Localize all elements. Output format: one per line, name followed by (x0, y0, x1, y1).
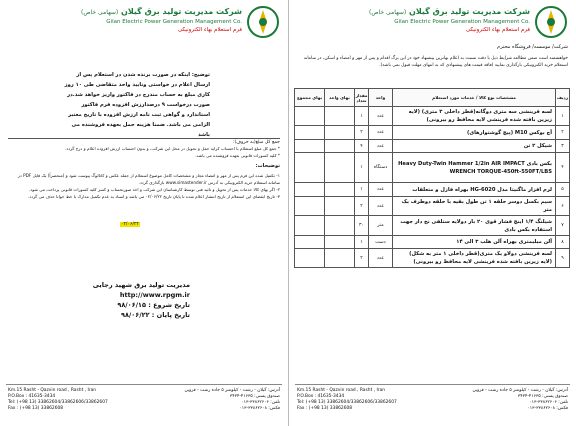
form-subtitle: فرم استعلام بهاء الکترونیکی (177, 27, 242, 33)
item-unit-price[interactable] (325, 126, 355, 140)
form-subtitle: فرم استعلام بهاء الکترونیکی (465, 27, 530, 33)
table-header-row (295, 89, 570, 107)
col-unit-price: بهای واحد (325, 89, 355, 107)
item-description: لسه فرینشی دولاو یک متری(قطر داخلی ۱ متر به شکل) (لایه زیرین بافته شده فرینشی لایه محافظ رو بیرونی) (393, 249, 556, 268)
row-number: ۸ (556, 236, 570, 249)
footer-fa: آدرس: گیلان - رشت - کیلومتر ۵ جاده رشت - قزوین صندوق پستی: ۴۱۶۳۵-۳۴۳۴ تلفن: ۳۳۸۶۲۶۰۶-۰۱۳ فکس: ۳۳۸۶۲۶۰۸-۰۱۳ (184, 388, 280, 411)
company-name-en: Gilan Electric Power Generation Management Co. (394, 19, 530, 25)
item-quantity: ۱ (355, 236, 369, 249)
item-quantity: ۱ (355, 153, 369, 183)
document-page-right (288, 0, 576, 426)
footer-en: Km.15 Rasht - Qazvin road , Rasht , Iran P.O.Box : 41635-3434 Tel: (+98 13) 33862604/33862606/33862607 Fax : (+98 13) 33862608 (8, 388, 108, 411)
table-row (295, 153, 570, 183)
item-unit: عدد (369, 183, 393, 197)
row-number: ۷ (556, 216, 570, 236)
table-row (295, 107, 570, 126)
item-unit: دست (369, 236, 393, 249)
item-description: آلن میلیمتری بهراه آلن هلب ۳ الی ۱۴ (393, 236, 556, 249)
col-qty: مقدار تعداد (355, 89, 369, 107)
item-unit-price[interactable] (325, 140, 355, 153)
row-number: ۶ (556, 197, 570, 216)
row-number: ۹ (556, 249, 570, 268)
notes-list (8, 172, 280, 200)
row-number: ۳ (556, 140, 570, 153)
item-unit-price[interactable] (325, 183, 355, 197)
intro-text: خواهشمند است ضمن مطالعه شرایط ذیل با دقت نسبت به اعلام بهاترین پیشنهاد خود در این برگ اقدام و پس از مهر و امضاء و اسکن، در سامانه استعلام خرید الکترونیکی بارگذاری نمایید (فاقد قیمت های پیشنهادی که به انتهای مهلت قبول نمی باشد). (303, 56, 568, 68)
item-unit: عدد (369, 197, 393, 216)
sig-url: http://www.rpgm.ir (119, 291, 190, 299)
item-total-price[interactable] (295, 140, 325, 153)
table-row (295, 183, 570, 197)
item-description: شیکل ۲ تن (393, 140, 556, 153)
item-unit: عدد (369, 126, 393, 140)
row-number: ۵ (556, 183, 570, 197)
item-quantity: ۲ (355, 126, 369, 140)
item-total-price[interactable] (295, 236, 325, 249)
col-unit: واحد (369, 89, 393, 107)
note-item: ۲- اگر بهای کالا خدمات پس از تحویل و تائید فنی توسط کارشناسان این شرکت و اخذ صورتحساب و کسر کلیه کسورات قانونی پرداخت می شود. (29, 187, 280, 192)
signature-block (40, 280, 190, 320)
col-total: بهای مجموع (295, 89, 325, 107)
item-unit-price[interactable] (325, 236, 355, 249)
company-logo (246, 5, 280, 39)
sum-words-line: جمع کل مبلغ(به حروف): (8, 138, 280, 145)
company-name-en: Gilan Electric Power Generation Management Co. (106, 19, 242, 25)
item-unit: متر (369, 216, 393, 236)
item-quantity: ۳۰ (355, 216, 369, 236)
table-row (295, 216, 570, 236)
letterhead (6, 5, 282, 53)
sig-org: مدیریت تولید برق شهید رجایی (92, 281, 190, 289)
stamp-note: توضیح: اینکه در صورت برنده شدن در استعلام پس از ارسال اعلام در خواستی ونایید واحد متقاضی طی ۱۰ روز کاری مبلغ به حساب مندرج در فاکتور واریز خواهد شد.در صورت درخواست ۹ درصدارزش افزوده فرم فاکتور استاندارد و گواهی ثبت نامه ارزش افزوده با تاریخ معتبر الزامی می باشد. ضمنا هزینه حمل بعهده فروشنده می باشد (64, 72, 210, 138)
item-description: لرم افزار ماگنیتا مدل HG-6020 بهراه فازل و متعلقات (393, 183, 556, 197)
item-description: شیلنگ ۱/۴ اینچ فشار قوی ۲۰ بار دولایه ستلفی نخ دار جهت استفاده بکس بادی (393, 216, 556, 236)
item-unit-price[interactable] (325, 197, 355, 216)
table-row (295, 126, 570, 140)
sig-start: تاریخ شروع : ۹۸/۰۶/۱۵ (117, 301, 190, 309)
table-row (295, 236, 570, 249)
company-name: شرکت مدیریت تولید برق گیلان (سهامی خاص) (80, 7, 242, 16)
table-row (295, 249, 570, 268)
item-total-price[interactable] (295, 197, 325, 216)
footer (295, 384, 570, 422)
col-desc: مشخصات نوع کالا / خدمات مورد استعلام (393, 89, 556, 107)
addressee: شرکت/ موسسه/ فروشگاه محترم (497, 44, 568, 50)
item-quantity: ۴ (355, 140, 369, 153)
footer-en: Km.15 Rasht - Qazvin road , Rasht , Iran P.O.Box : 41635-3434 Tel: (+98 13) 33862604/33862606/33862607 Fax : (+98 13) 33862608 (297, 388, 397, 411)
item-description: بکس بادی Heavy Duty-Twin Hammer 1/2in AIR IMPACT WRENCH TORQUE-450ft-550FT/LBS (393, 153, 556, 183)
table-row (295, 197, 570, 216)
sum-note: * جمع کل مبلغ استعلام با احتساب کرایه حمل و تحویل در محل این شرکت، و بدون احتساب ارزش افزوده اعلام و درج گردد. (65, 146, 280, 151)
sum-note-2: * کلیه کسورات قانونی بعهده فروشنده می باشد. (195, 153, 280, 158)
deadline-highlight: ۰۲/۰۶/۲۲ (121, 222, 139, 227)
footer-fa: آدرس: گیلان - رشت - کیلومتر ۵ جاده رشت - قزوین صندوق پستی: ۴۱۶۳۵-۳۴۳۴ تلفن: ۳۳۸۶۲۶۰۶-۰۱۳ فکس: ۳۳۸۶۲۶۰۸-۰۱۳ (472, 388, 568, 411)
item-total-price[interactable] (295, 126, 325, 140)
item-unit: عدد (369, 249, 393, 268)
item-total-price[interactable] (295, 216, 325, 236)
footer (6, 384, 282, 422)
item-description: لسه فرینشی سه متری دوگانه(قطر داخلی ۳ متری) (لایه زیرین بافته شده فرینشی لایه محافظ رو بیرونی) (393, 107, 556, 126)
item-unit-price[interactable] (325, 107, 355, 126)
sig-end: تاریخ پایان : ۹۸/۰۶/۲۲ (120, 311, 190, 319)
item-total-price[interactable] (295, 249, 325, 268)
item-quantity: ۲ (355, 197, 369, 216)
item-quantity: ۱ (355, 107, 369, 126)
col-row: ردیف (556, 89, 570, 107)
item-unit: عدد (369, 107, 393, 126)
notes-title: توضیحات: (255, 163, 280, 169)
item-unit: دستگاه (369, 153, 393, 183)
item-unit-price[interactable] (325, 153, 355, 183)
row-number: ۴ (556, 153, 570, 183)
row-number: ۲ (556, 126, 570, 140)
items-table (294, 88, 570, 268)
item-unit-price[interactable] (325, 216, 355, 236)
row-number: ۱ (556, 107, 570, 126)
item-quantity: ۱ (355, 183, 369, 197)
item-unit: عدد (369, 140, 393, 153)
note-item: ۳- تاریخ انقضای این استعلام از تاریخ انتشار اعلام شده تا پایان تاریخ ۰۲/۰۶/۲۲ می باشد و اسناد به عدم تکمیل مدارک با خط خوانا حذف می گردد. (27, 194, 280, 199)
company-name: شرکت مدیریت تولید برق گیلان (سهامی خاص) (368, 7, 530, 16)
item-description: سیم بکسل دوسر حلقه ۱ تن طول بقیه با حلقه دوطرف یک متر (393, 197, 556, 216)
item-quantity: ۲ (355, 249, 369, 268)
company-logo (534, 5, 568, 39)
table-row (295, 140, 570, 153)
item-total-price[interactable] (295, 153, 325, 183)
item-total-price[interactable] (295, 107, 325, 126)
item-total-price[interactable] (295, 183, 325, 197)
item-description: آچ بوکس M10 (پیچ گوشتوار‌های) (393, 126, 556, 140)
note-item: ۱- تکمیل شده این فرم پس از مهر و امضاء مجاز و مشخصات کامل موضوع استعلام از جمله عکس و کاتالوگ پیوست شود و (منحصراً) یک فایل PDF در سامانه استعلام خرید الکترونیکی به آدرس www.simastender.ir بارگذاری گردد. (17, 173, 280, 185)
item-unit-price[interactable] (325, 249, 355, 268)
